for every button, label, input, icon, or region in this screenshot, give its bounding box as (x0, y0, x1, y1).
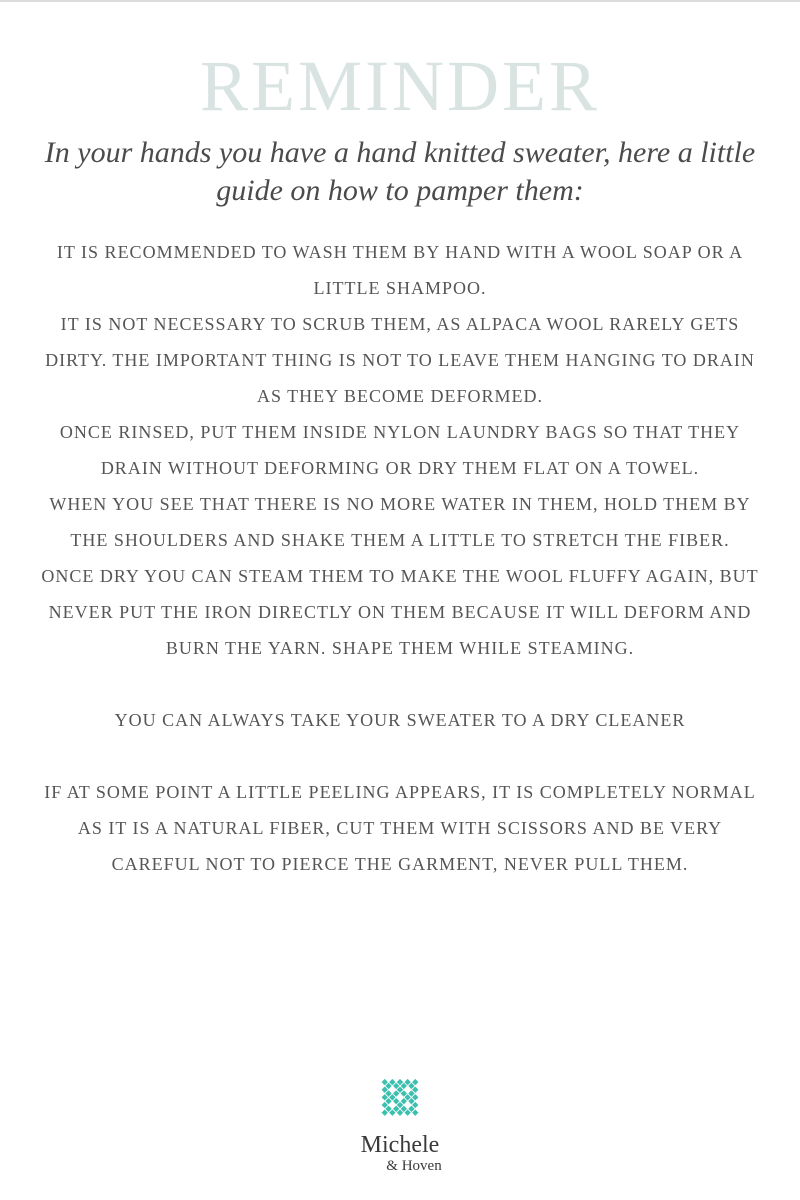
logo-cell (401, 1090, 407, 1096)
logo-cell (393, 1090, 399, 1096)
page-subtitle: In your hands you have a hand knitted sweater, here a little guide on how to pamper them: (44, 136, 756, 207)
care-instructions (40, 234, 760, 882)
logo-cell (385, 1090, 391, 1096)
logo-cell (412, 1094, 418, 1100)
spacer (40, 666, 760, 702)
spacer (40, 738, 760, 774)
logo-cell (404, 1087, 410, 1093)
brand-logo (0, 1068, 800, 1174)
instruction-dry-cleaner: YOU CAN ALWAYS TAKE YOUR SWEATER TO A DRY CLEANER (114, 710, 686, 730)
top-border (0, 0, 800, 2)
logo-cell (408, 1090, 414, 1096)
logo-cell (397, 1087, 403, 1093)
instruction-wash: IT IS RECOMMENDED TO WASH THEM BY HAND WITH A WOOL SOAP OR A LITTLE SHAMPOO. (56, 242, 744, 298)
logo-cell (389, 1087, 395, 1093)
logo-cell (389, 1094, 395, 1100)
brand-subname: & Hoven (386, 1158, 442, 1174)
logo-cell (404, 1094, 410, 1100)
instruction-shake: WHEN YOU SEE THAT THERE IS NO MORE WATER IN THEM, HOLD THEM BY THE SHOULDERS AND SHAKE THEM A LITTLE TO STRETCH THE FIBER. (49, 494, 751, 550)
instruction-steam: ONCE DRY YOU CAN STEAM THEM TO MAKE THE WOOL FLUFFY AGAIN, BUT NEVER PUT THE IRON DIRECTLY ON THEM BECAUSE IT WILL DEFORM AND BURN THE YARN. SHAPE THEM WHILE STEAMING. (41, 566, 759, 658)
instruction-peeling: IF AT SOME POINT A LITTLE PEELING APPEARS, IT IS COMPLETELY NORMAL AS IT IS A NATURAL FIBER, CUT THEM WITH SCISSORS AND BE VERY CAREFUL NOT TO PIERCE THE GARMENT, NEVER PULL THEM. (44, 782, 756, 874)
page-title: REMINDER (200, 46, 600, 126)
logo-cell (397, 1094, 403, 1100)
logo-cell (382, 1094, 388, 1100)
logo-cell (412, 1087, 418, 1093)
diamond-pattern-icon (370, 1068, 430, 1128)
instruction-rinse: ONCE RINSED, PUT THEM INSIDE NYLON LAUNDRY BAGS SO THAT THEY DRAIN WITHOUT DEFORMING OR DRY THEM FLAT ON A TOWEL. (59, 422, 741, 478)
brand-name: Michele (360, 1132, 440, 1158)
logo-cell (382, 1087, 388, 1093)
instruction-scrub: IT IS NOT NECESSARY TO SCRUB THEM, AS ALPACA WOOL RARELY GETS DIRTY. THE IMPORTANT THING IS NOT TO LEAVE THEM HANGING TO DRAIN AS THEY BECOME DEFORMED. (45, 314, 755, 406)
